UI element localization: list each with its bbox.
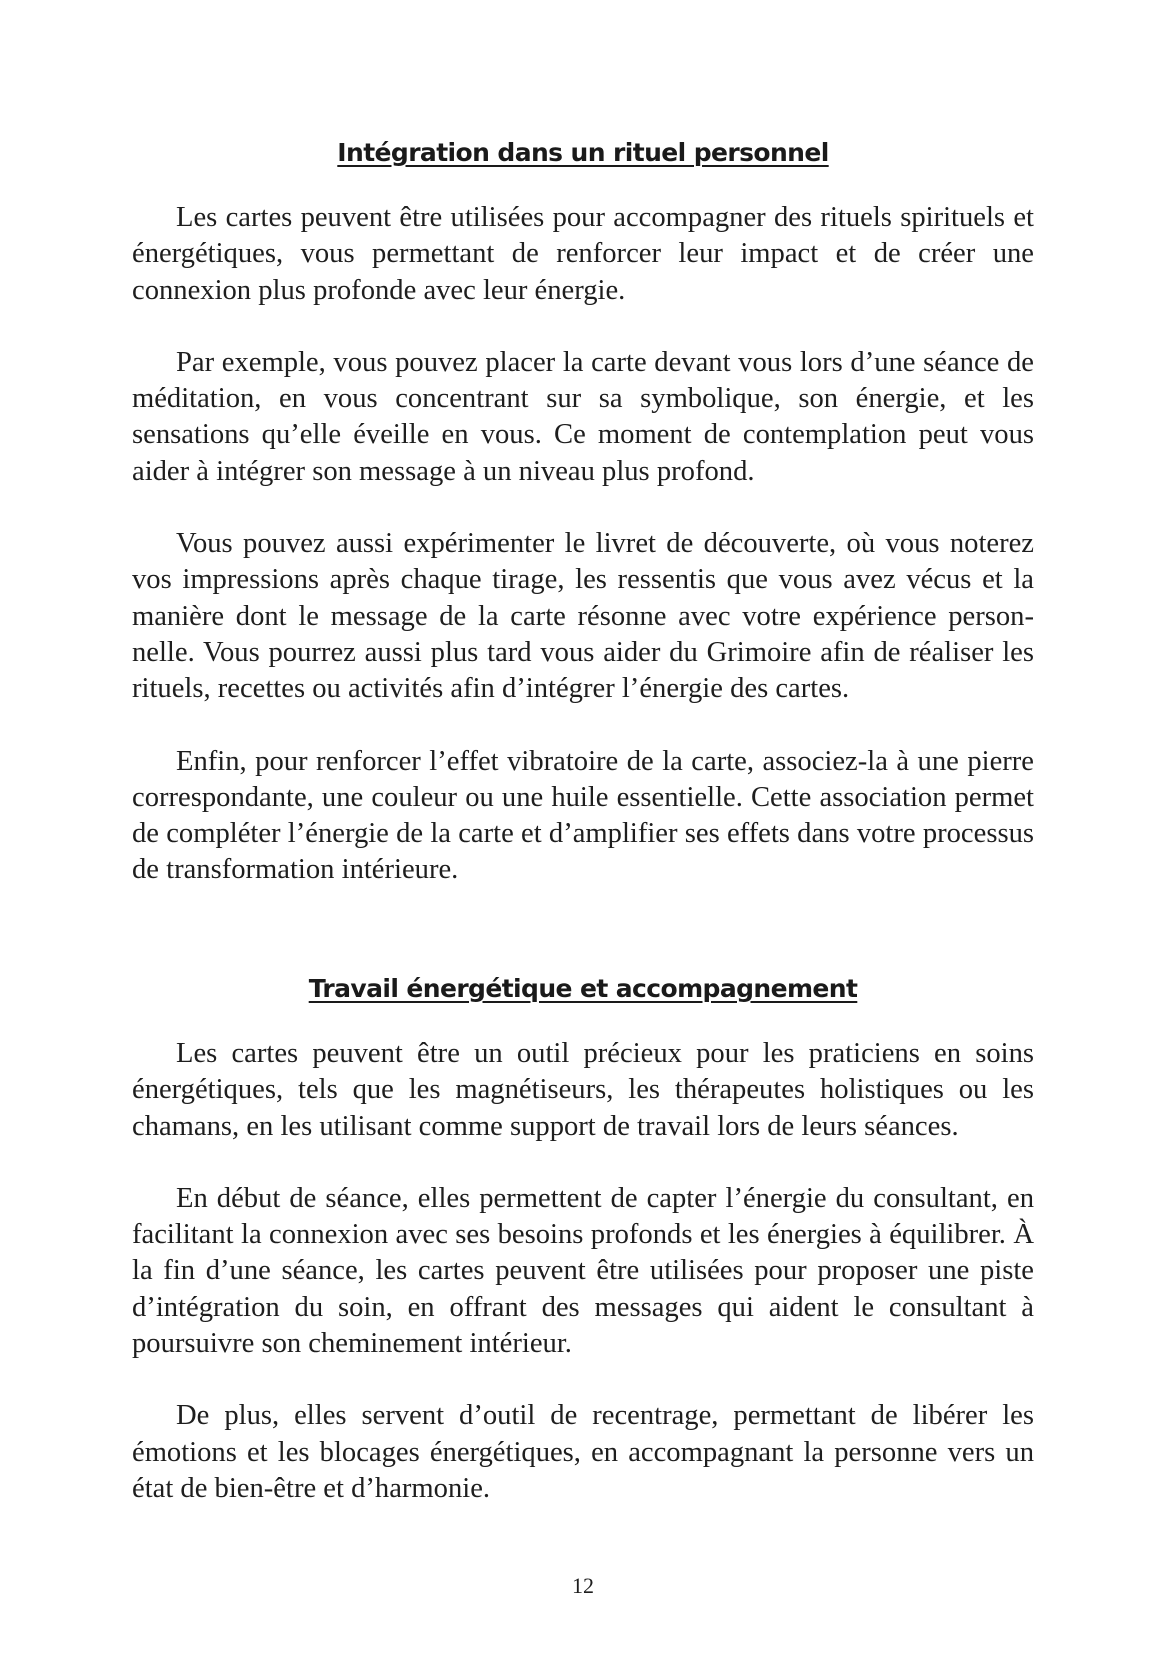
section-heading: Travail énergétique et accompagnement [308,974,858,1003]
document-page [132,0,1034,1654]
section-heading: Intégration dans un rituel personnel [337,138,829,167]
paragraph: De plus, elles servent d’outil de recentrage, permettant de libérer les émotions et les blocages énergétiques, en accompagnant la personne vers un état de bien-être et d’harmonie. [132,1400,1034,1504]
paragraph: Les cartes peuvent être un outil précieux pour les praticiens en soins énergétiques, tels que les magnétiseurs, les thérapeutes holistiques ou les chamans, en les utilisant comme support de travail lors de leurs séances. [132,1038,1034,1142]
section-rituel-personnel [132,136,1034,925]
paragraph: Par exemple, vous pouvez placer la carte devant vous lors d’une séance de méditation, en vous concentrant sur sa symbolique, son énergie, et les sensations qu’elle éveille en vous. Ce moment de contemplation peut vous aider à intégrer son message à un niveau plus profond. [132,346,1034,487]
page-number: 12 [572,1573,594,1598]
paragraph: Vous pouvez aussi expérimenter le livret de découverte, où vous noterez vos impressions après chaque tirage, les ressentis que vous avez vécus et la manière dont le message de la carte résonne avec votre expérience personnelle. Vous pourrez aussi plus tard vous aider du Grimoire afin de réaliser les rituels, recettes ou activités afin d’intégrer l’énergie des cartes. [132,528,1034,705]
paragraph: En début de séance, elles permettent de capter l’énergie du consultant, en facilitant la connexion avec ses besoins profonds et les énergies à équilibrer. À la fin d’une séance, les cartes peuvent être utilisées pour proposer une piste d’intégration du soin, en offrant des messages qui aident le consultant à poursuivre son cheminement intérieur. [132,1182,1034,1360]
section-travail-energetique [132,972,1034,1543]
paragraph: Les cartes peuvent être utilisées pour accompagner des rituels spirituels et énergétiques, vous permettant de renforcer leur impact et de créer une connexion plus profonde avec leur énergie. [132,202,1034,306]
paragraph: Enfin, pour renforcer l’effet vibratoire de la carte, associez-la à une pierre correspondante, une couleur ou une huile essentielle. Cette association permet de compléter l’énergie de la carte et d’amplifier ses effets dans votre processus de transformation intérieure. [132,745,1034,886]
